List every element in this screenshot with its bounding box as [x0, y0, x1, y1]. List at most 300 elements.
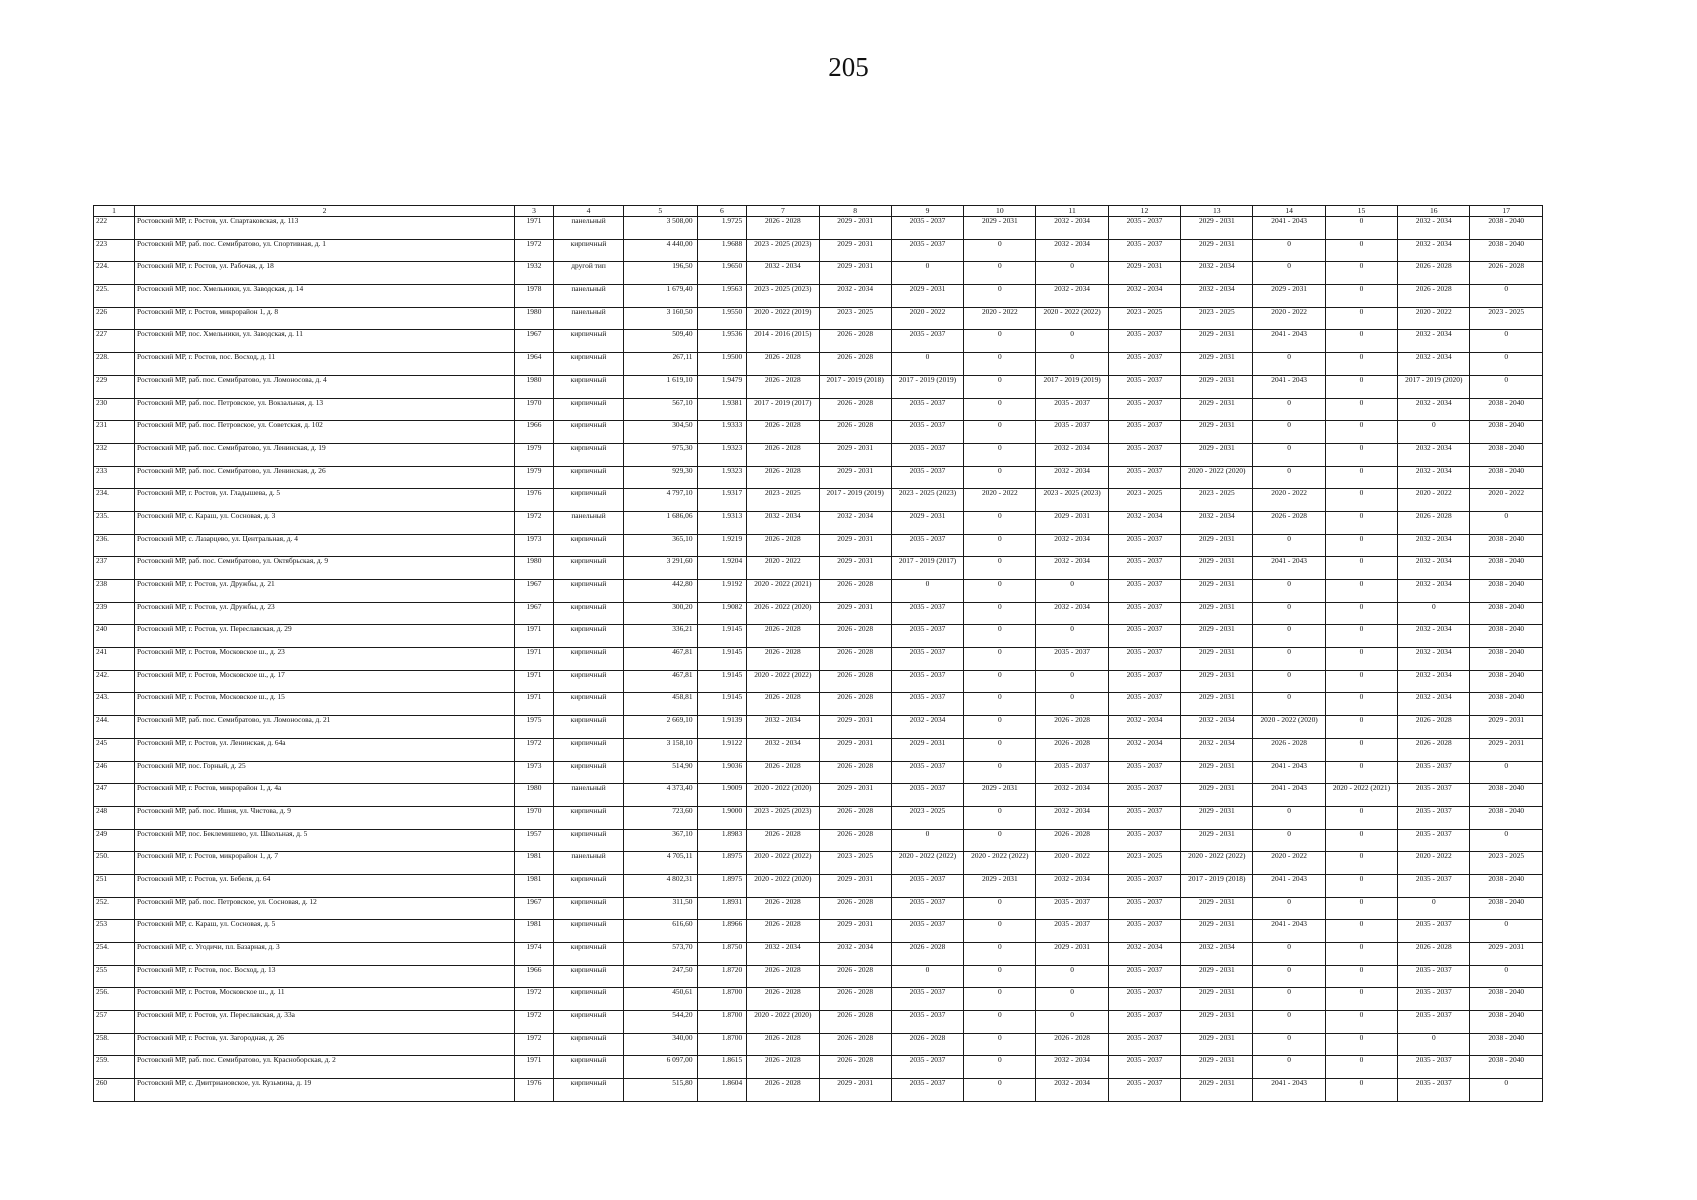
year-built-cell: 1980 [515, 557, 554, 580]
row-number-cell: 258. [94, 1033, 135, 1056]
period-c12-cell: 2029 - 2031 [1108, 262, 1180, 285]
period-c17-cell: 2029 - 2031 [1470, 943, 1543, 966]
area-cell: 367,10 [624, 829, 697, 852]
period-c17-cell: 2038 - 2040 [1470, 1011, 1543, 1034]
period-c8-cell: 2026 - 2028 [819, 1033, 891, 1056]
period-c17-cell: 0 [1470, 285, 1543, 308]
year-built-cell: 1980 [515, 784, 554, 807]
period-c13-cell: 2029 - 2031 [1181, 557, 1253, 580]
period-c11-cell: 0 [1036, 262, 1108, 285]
period-c12-cell: 2032 - 2034 [1108, 738, 1180, 761]
period-c8-cell: 2029 - 2031 [819, 920, 891, 943]
period-c13-cell: 2029 - 2031 [1181, 625, 1253, 648]
period-c10-cell: 0 [964, 897, 1036, 920]
area-cell: 4 373,40 [624, 784, 697, 807]
wall-material-cell: кирпичный [553, 421, 623, 444]
period-c12-cell: 2023 - 2025 [1108, 489, 1180, 512]
address-cell: Ростовский МР, раб. пос. Семибратово, ул. Спортивная, д. 1 [135, 239, 515, 262]
period-c13-cell: 2029 - 2031 [1181, 398, 1253, 421]
row-number-cell: 245 [94, 738, 135, 761]
period-c9-cell: 2035 - 2037 [891, 217, 963, 240]
period-c8-cell: 2026 - 2028 [819, 625, 891, 648]
index-cell: 1.9009 [697, 784, 747, 807]
wall-material-cell: кирпичный [553, 1056, 623, 1079]
area-cell: 4 440,00 [624, 239, 697, 262]
wall-material-cell: панельный [553, 852, 623, 875]
index-cell: 1.8966 [697, 920, 747, 943]
year-built-cell: 1957 [515, 829, 554, 852]
period-c17-cell: 0 [1470, 511, 1543, 534]
address-cell: Ростовский МР, раб. пос. Петровское, ул. Советская, д. 102 [135, 421, 515, 444]
period-c17-cell: 2038 - 2040 [1470, 239, 1543, 262]
row-number-cell: 232 [94, 443, 135, 466]
period-c12-cell: 2035 - 2037 [1108, 693, 1180, 716]
address-cell: Ростовский МР, г. Ростов, ул. Переславская, д. 29 [135, 625, 515, 648]
period-c15-cell: 2020 - 2022 (2021) [1325, 784, 1397, 807]
period-c9-cell: 2035 - 2037 [891, 874, 963, 897]
table-row [94, 602, 1543, 625]
period-c13-cell: 2029 - 2031 [1181, 1056, 1253, 1079]
period-c7-cell: 2026 - 2028 [747, 625, 819, 648]
period-c14-cell: 2041 - 2043 [1253, 874, 1325, 897]
period-c12-cell: 2035 - 2037 [1108, 965, 1180, 988]
wall-material-cell: кирпичный [553, 670, 623, 693]
period-c13-cell: 2029 - 2031 [1181, 693, 1253, 716]
period-c11-cell: 0 [1036, 988, 1108, 1011]
period-c15-cell: 0 [1325, 829, 1397, 852]
period-c10-cell: 0 [964, 1011, 1036, 1034]
period-c17-cell: 2020 - 2022 [1470, 489, 1543, 512]
index-cell: 1.9145 [697, 648, 747, 671]
period-c7-cell: 2026 - 2028 [747, 693, 819, 716]
period-c10-cell: 0 [964, 761, 1036, 784]
year-built-cell: 1966 [515, 421, 554, 444]
address-cell: Ростовский МР, раб. пос. Семибратово, ул. Ломоносова, д. 21 [135, 716, 515, 739]
period-c10-cell: 0 [964, 738, 1036, 761]
period-c10-cell: 0 [964, 511, 1036, 534]
table-row [94, 375, 1543, 398]
period-c14-cell: 0 [1253, 466, 1325, 489]
period-c13-cell: 2029 - 2031 [1181, 920, 1253, 943]
row-number-cell: 239 [94, 602, 135, 625]
period-c17-cell: 2038 - 2040 [1470, 784, 1543, 807]
wall-material-cell: кирпичный [553, 557, 623, 580]
year-built-cell: 1971 [515, 625, 554, 648]
period-c7-cell: 2026 - 2028 [747, 829, 819, 852]
period-c14-cell: 0 [1253, 693, 1325, 716]
period-c8-cell: 2029 - 2031 [819, 738, 891, 761]
period-c8-cell: 2029 - 2031 [819, 784, 891, 807]
period-c15-cell: 0 [1325, 988, 1397, 1011]
header-row [94, 206, 1543, 217]
period-c14-cell: 2020 - 2022 [1253, 852, 1325, 875]
address-cell: Ростовский МР, г. Ростов, ул. Переславская, д. 33а [135, 1011, 515, 1034]
address-cell: Ростовский МР, раб. пос. Семибратово, ул. Ленинская, д. 26 [135, 466, 515, 489]
header-cell: 8 [819, 206, 891, 217]
period-c9-cell: 2029 - 2031 [891, 285, 963, 308]
year-built-cell: 1974 [515, 943, 554, 966]
period-c14-cell: 2041 - 2043 [1253, 784, 1325, 807]
period-c15-cell: 0 [1325, 1011, 1397, 1034]
period-c13-cell: 2029 - 2031 [1181, 602, 1253, 625]
period-c17-cell: 0 [1470, 965, 1543, 988]
period-c13-cell: 2029 - 2031 [1181, 534, 1253, 557]
period-c17-cell: 2023 - 2025 [1470, 307, 1543, 330]
table-row [94, 625, 1543, 648]
period-c11-cell: 2032 - 2034 [1036, 239, 1108, 262]
wall-material-cell: кирпичный [553, 353, 623, 376]
wall-material-cell: кирпичный [553, 716, 623, 739]
period-c8-cell: 2029 - 2031 [819, 602, 891, 625]
period-c12-cell: 2023 - 2025 [1108, 852, 1180, 875]
period-c7-cell: 2026 - 2028 [747, 1033, 819, 1056]
period-c12-cell: 2035 - 2037 [1108, 648, 1180, 671]
period-c16-cell: 2026 - 2028 [1398, 262, 1470, 285]
period-c12-cell: 2035 - 2037 [1108, 421, 1180, 444]
row-number-cell: 260 [94, 1079, 135, 1102]
period-c10-cell: 0 [964, 285, 1036, 308]
period-c7-cell: 2023 - 2025 (2023) [747, 285, 819, 308]
year-built-cell: 1972 [515, 988, 554, 1011]
period-c13-cell: 2029 - 2031 [1181, 217, 1253, 240]
period-c14-cell: 0 [1253, 534, 1325, 557]
area-cell: 458,81 [624, 693, 697, 716]
header-cell: 5 [624, 206, 697, 217]
wall-material-cell: кирпичный [553, 943, 623, 966]
period-c12-cell: 2035 - 2037 [1108, 920, 1180, 943]
period-c11-cell: 2032 - 2034 [1036, 557, 1108, 580]
table-row [94, 1011, 1543, 1034]
period-c9-cell: 2023 - 2025 (2023) [891, 489, 963, 512]
period-c11-cell: 2017 - 2019 (2019) [1036, 375, 1108, 398]
period-c10-cell: 0 [964, 965, 1036, 988]
area-cell: 336,21 [624, 625, 697, 648]
wall-material-cell: кирпичный [553, 1079, 623, 1102]
wall-material-cell: кирпичный [553, 489, 623, 512]
period-c7-cell: 2026 - 2028 [747, 466, 819, 489]
address-cell: Ростовский МР, г. Ростов, микрорайон 1, д. 8 [135, 307, 515, 330]
period-c16-cell: 2035 - 2037 [1398, 806, 1470, 829]
period-c9-cell: 2035 - 2037 [891, 466, 963, 489]
index-cell: 1.9145 [697, 625, 747, 648]
period-c15-cell: 0 [1325, 285, 1397, 308]
index-cell: 1.8700 [697, 1011, 747, 1034]
table-row [94, 1033, 1543, 1056]
period-c12-cell: 2035 - 2037 [1108, 1056, 1180, 1079]
period-c8-cell: 2032 - 2034 [819, 511, 891, 534]
period-c9-cell: 2035 - 2037 [891, 1056, 963, 1079]
table-row [94, 874, 1543, 897]
period-c10-cell: 0 [964, 602, 1036, 625]
period-c15-cell: 0 [1325, 648, 1397, 671]
period-c17-cell: 2038 - 2040 [1470, 466, 1543, 489]
period-c8-cell: 2023 - 2025 [819, 852, 891, 875]
year-built-cell: 1972 [515, 1011, 554, 1034]
period-c15-cell: 0 [1325, 897, 1397, 920]
index-cell: 1.9650 [697, 262, 747, 285]
period-c16-cell: 2026 - 2028 [1398, 716, 1470, 739]
period-c17-cell: 2038 - 2040 [1470, 557, 1543, 580]
address-cell: Ростовский МР, с. Лазарцево, ул. Центральная, д. 4 [135, 534, 515, 557]
period-c13-cell: 2032 - 2034 [1181, 943, 1253, 966]
period-c15-cell: 0 [1325, 353, 1397, 376]
header-cell: 13 [1181, 206, 1253, 217]
area-cell: 3 291,60 [624, 557, 697, 580]
period-c15-cell: 0 [1325, 262, 1397, 285]
period-c16-cell: 0 [1398, 602, 1470, 625]
period-c7-cell: 2026 - 2028 [747, 421, 819, 444]
year-built-cell: 1932 [515, 262, 554, 285]
period-c14-cell: 2041 - 2043 [1253, 375, 1325, 398]
address-cell: Ростовский МР, раб. пос. Семибратово, ул. Краснобoрская, д. 2 [135, 1056, 515, 1079]
area-cell: 340,00 [624, 1033, 697, 1056]
period-c9-cell: 2035 - 2037 [891, 625, 963, 648]
period-c17-cell: 2038 - 2040 [1470, 693, 1543, 716]
period-c8-cell: 2026 - 2028 [819, 1011, 891, 1034]
area-cell: 196,50 [624, 262, 697, 285]
period-c11-cell: 0 [1036, 1011, 1108, 1034]
row-number-cell: 231 [94, 421, 135, 444]
address-cell: Ростовский МР, г. Ростов, ул. Загородная, д. 26 [135, 1033, 515, 1056]
period-c9-cell: 2035 - 2037 [891, 988, 963, 1011]
period-c11-cell: 2032 - 2034 [1036, 217, 1108, 240]
period-c14-cell: 2041 - 2043 [1253, 330, 1325, 353]
wall-material-cell: кирпичный [553, 761, 623, 784]
header-cell: 11 [1036, 206, 1108, 217]
period-c12-cell: 2035 - 2037 [1108, 557, 1180, 580]
period-c12-cell: 2035 - 2037 [1108, 1033, 1180, 1056]
index-cell: 1.9145 [697, 693, 747, 716]
table-row [94, 307, 1543, 330]
period-c16-cell: 2032 - 2034 [1398, 398, 1470, 421]
period-c16-cell: 2032 - 2034 [1398, 239, 1470, 262]
period-c11-cell: 2035 - 2037 [1036, 761, 1108, 784]
period-c9-cell: 2035 - 2037 [891, 239, 963, 262]
area-cell: 975,30 [624, 443, 697, 466]
period-c17-cell: 2038 - 2040 [1470, 398, 1543, 421]
period-c16-cell: 0 [1398, 897, 1470, 920]
area-cell: 4 797,10 [624, 489, 697, 512]
table-row [94, 353, 1543, 376]
index-cell: 1.9139 [697, 716, 747, 739]
table-row [94, 398, 1543, 421]
period-c15-cell: 0 [1325, 557, 1397, 580]
period-c7-cell: 2023 - 2025 [747, 489, 819, 512]
row-number-cell: 227 [94, 330, 135, 353]
period-c15-cell: 0 [1325, 466, 1397, 489]
period-c11-cell: 2032 - 2034 [1036, 443, 1108, 466]
period-c15-cell: 0 [1325, 874, 1397, 897]
table-row [94, 852, 1543, 875]
period-c14-cell: 0 [1253, 262, 1325, 285]
table-row [94, 489, 1543, 512]
table-row [94, 648, 1543, 671]
row-number-cell: 235. [94, 511, 135, 534]
period-c15-cell: 0 [1325, 330, 1397, 353]
period-c8-cell: 2026 - 2028 [819, 829, 891, 852]
address-cell: Ростовский МР, г. Ростов, Московское ш., д. 11 [135, 988, 515, 1011]
table-row [94, 511, 1543, 534]
area-cell: 567,10 [624, 398, 697, 421]
period-c10-cell: 0 [964, 988, 1036, 1011]
area-cell: 723,60 [624, 806, 697, 829]
header-cell: 10 [964, 206, 1036, 217]
period-c17-cell: 2038 - 2040 [1470, 670, 1543, 693]
period-c11-cell: 2032 - 2034 [1036, 602, 1108, 625]
period-c16-cell: 2035 - 2037 [1398, 1056, 1470, 1079]
period-c16-cell: 2035 - 2037 [1398, 761, 1470, 784]
period-c11-cell: 0 [1036, 693, 1108, 716]
row-number-cell: 222 [94, 217, 135, 240]
period-c12-cell: 2035 - 2037 [1108, 398, 1180, 421]
period-c8-cell: 2029 - 2031 [819, 217, 891, 240]
year-built-cell: 1978 [515, 285, 554, 308]
address-cell: Ростовский МР, раб. пос. Семибратово, ул. Ломоносова, д. 4 [135, 375, 515, 398]
period-c10-cell: 0 [964, 693, 1036, 716]
area-cell: 4 802,31 [624, 874, 697, 897]
period-c14-cell: 2020 - 2022 [1253, 307, 1325, 330]
index-cell: 1.8750 [697, 943, 747, 966]
wall-material-cell: панельный [553, 784, 623, 807]
period-c14-cell: 0 [1253, 1011, 1325, 1034]
period-c17-cell: 0 [1470, 353, 1543, 376]
period-c17-cell: 0 [1470, 761, 1543, 784]
period-c7-cell: 2032 - 2034 [747, 716, 819, 739]
wall-material-cell: кирпичный [553, 466, 623, 489]
table-row [94, 738, 1543, 761]
period-c17-cell: 2029 - 2031 [1470, 716, 1543, 739]
index-cell: 1.9323 [697, 443, 747, 466]
period-c9-cell: 2032 - 2034 [891, 716, 963, 739]
year-built-cell: 1981 [515, 920, 554, 943]
wall-material-cell: кирпичный [553, 625, 623, 648]
table-body [94, 217, 1543, 1102]
period-c15-cell: 0 [1325, 398, 1397, 421]
wall-material-cell: кирпичный [553, 693, 623, 716]
table-row [94, 466, 1543, 489]
wall-material-cell: панельный [553, 217, 623, 240]
period-c12-cell: 2032 - 2034 [1108, 511, 1180, 534]
header-cell: 4 [553, 206, 623, 217]
period-c7-cell: 2020 - 2022 (2020) [747, 874, 819, 897]
period-c11-cell: 2029 - 2031 [1036, 943, 1108, 966]
row-number-cell: 228. [94, 353, 135, 376]
year-built-cell: 1970 [515, 398, 554, 421]
period-c13-cell: 2032 - 2034 [1181, 285, 1253, 308]
period-c7-cell: 2026 - 2028 [747, 443, 819, 466]
address-cell: Ростовский МР, пос. Хмельники, ул. Заводская, д. 11 [135, 330, 515, 353]
period-c13-cell: 2029 - 2031 [1181, 988, 1253, 1011]
year-built-cell: 1979 [515, 466, 554, 489]
index-cell: 1.8983 [697, 829, 747, 852]
period-c12-cell: 2035 - 2037 [1108, 375, 1180, 398]
area-cell: 929,30 [624, 466, 697, 489]
period-c16-cell: 2032 - 2034 [1398, 693, 1470, 716]
period-c8-cell: 2029 - 2031 [819, 239, 891, 262]
period-c13-cell: 2023 - 2025 [1181, 307, 1253, 330]
period-c12-cell: 2035 - 2037 [1108, 1011, 1180, 1034]
table-row [94, 965, 1543, 988]
year-built-cell: 1979 [515, 443, 554, 466]
period-c15-cell: 0 [1325, 489, 1397, 512]
period-c12-cell: 2035 - 2037 [1108, 580, 1180, 603]
period-c8-cell: 2026 - 2028 [819, 330, 891, 353]
period-c16-cell: 2035 - 2037 [1398, 920, 1470, 943]
year-built-cell: 1973 [515, 761, 554, 784]
period-c17-cell: 2038 - 2040 [1470, 625, 1543, 648]
row-number-cell: 240 [94, 625, 135, 648]
table-row [94, 829, 1543, 852]
period-c11-cell: 2032 - 2034 [1036, 806, 1108, 829]
period-c11-cell: 2032 - 2034 [1036, 1079, 1108, 1102]
wall-material-cell: кирпичный [553, 648, 623, 671]
period-c8-cell: 2023 - 2025 [819, 307, 891, 330]
period-c9-cell: 0 [891, 965, 963, 988]
index-cell: 1.9082 [697, 602, 747, 625]
address-cell: Ростовский МР, с. Караш, ул. Сосновая, д. 5 [135, 920, 515, 943]
wall-material-cell: кирпичный [553, 988, 623, 1011]
year-built-cell: 1964 [515, 353, 554, 376]
address-cell: Ростовский МР, г. Ростов, ул. Гладышева, д. 5 [135, 489, 515, 512]
wall-material-cell: кирпичный [553, 534, 623, 557]
period-c16-cell: 0 [1398, 1033, 1470, 1056]
index-cell: 1.8604 [697, 1079, 747, 1102]
period-c17-cell: 2038 - 2040 [1470, 1033, 1543, 1056]
period-c15-cell: 0 [1325, 1056, 1397, 1079]
table-row [94, 217, 1543, 240]
period-c9-cell: 2026 - 2028 [891, 943, 963, 966]
period-c9-cell: 2035 - 2037 [891, 693, 963, 716]
index-cell: 1.9479 [697, 375, 747, 398]
area-cell: 300,20 [624, 602, 697, 625]
period-c16-cell: 2035 - 2037 [1398, 1011, 1470, 1034]
area-cell: 1 619,10 [624, 375, 697, 398]
row-number-cell: 254. [94, 943, 135, 966]
period-c7-cell: 2020 - 2022 (2022) [747, 670, 819, 693]
period-c11-cell: 0 [1036, 330, 1108, 353]
period-c7-cell: 2026 - 2028 [747, 920, 819, 943]
period-c9-cell: 0 [891, 829, 963, 852]
year-built-cell: 1972 [515, 1033, 554, 1056]
period-c8-cell: 2026 - 2028 [819, 421, 891, 444]
period-c9-cell: 0 [891, 353, 963, 376]
period-c13-cell: 2032 - 2034 [1181, 262, 1253, 285]
table-row [94, 693, 1543, 716]
year-built-cell: 1980 [515, 375, 554, 398]
area-cell: 467,81 [624, 670, 697, 693]
period-c14-cell: 2041 - 2043 [1253, 920, 1325, 943]
address-cell: Ростовский МР, г. Ростов, пос. Восход, д. 11 [135, 353, 515, 376]
period-c9-cell: 2035 - 2037 [891, 421, 963, 444]
period-c16-cell: 2017 - 2019 (2020) [1398, 375, 1470, 398]
wall-material-cell: панельный [553, 511, 623, 534]
wall-material-cell: кирпичный [553, 806, 623, 829]
period-c8-cell: 2026 - 2028 [819, 965, 891, 988]
period-c15-cell: 0 [1325, 239, 1397, 262]
period-c14-cell: 0 [1253, 602, 1325, 625]
period-c12-cell: 2035 - 2037 [1108, 443, 1180, 466]
period-c7-cell: 2020 - 2022 (2022) [747, 852, 819, 875]
period-c13-cell: 2029 - 2031 [1181, 806, 1253, 829]
period-c7-cell: 2026 - 2028 [747, 375, 819, 398]
period-c12-cell: 2035 - 2037 [1108, 466, 1180, 489]
period-c10-cell: 0 [964, 330, 1036, 353]
period-c12-cell: 2035 - 2037 [1108, 602, 1180, 625]
period-c16-cell: 2032 - 2034 [1398, 443, 1470, 466]
period-c13-cell: 2029 - 2031 [1181, 239, 1253, 262]
table-row [94, 716, 1543, 739]
repair-schedule-table-container [93, 205, 1543, 1102]
